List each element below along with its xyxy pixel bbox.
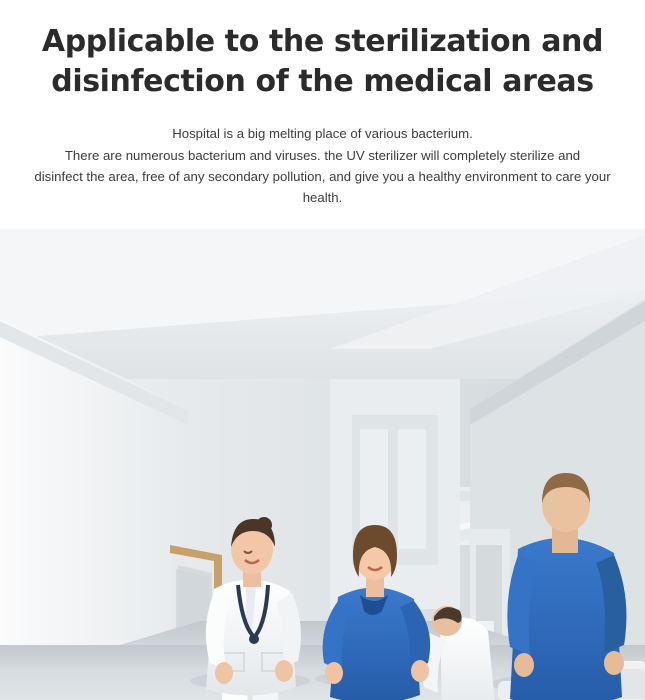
- text-block: [0, 0, 645, 209]
- page-title-line-1: Applicable to the sterilization and: [41, 24, 604, 59]
- page-description: [10, 123, 635, 209]
- page-description-line-2: There are numerous bacterium and viruses. the UV sterilizer will completely sterilize and: [64, 147, 581, 163]
- page-description-line-1: Hospital is a big melting place of various bacterium.: [172, 126, 473, 142]
- hospital-corridor-illustration: [0, 229, 645, 700]
- page-description-line-3: disinfect the area, free of any secondary pollution, and give you a healthy environment to care your health.: [34, 168, 611, 206]
- page-title: [10, 22, 635, 101]
- hero-image: [0, 229, 645, 700]
- page-title-line-2: disinfection of the medical areas: [51, 63, 594, 99]
